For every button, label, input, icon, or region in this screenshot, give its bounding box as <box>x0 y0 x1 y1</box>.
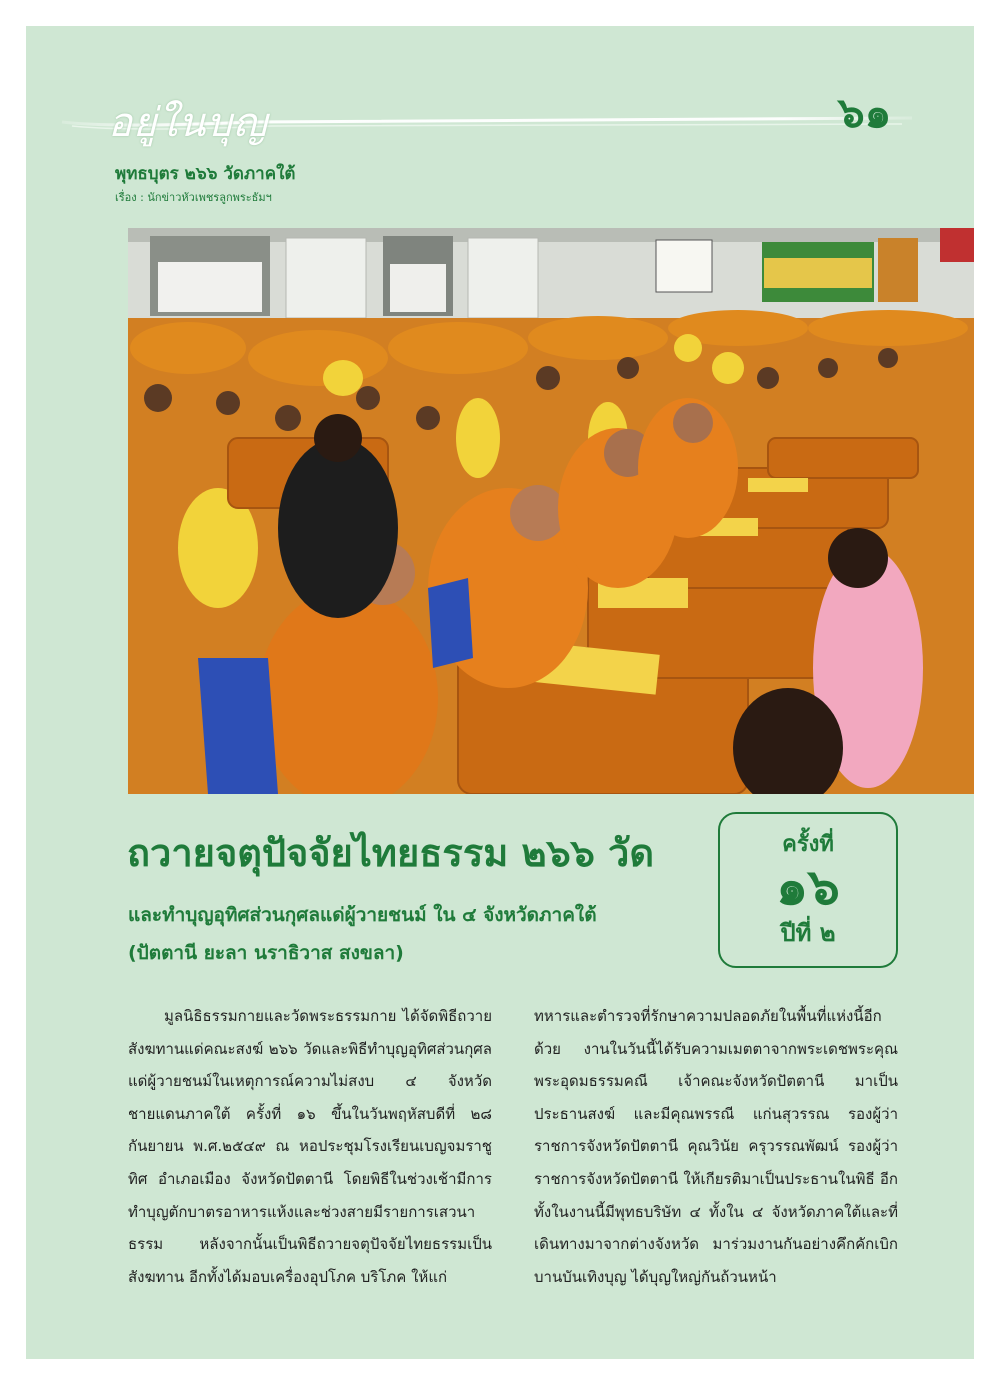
body-column-left <box>128 1000 492 1293</box>
headline-subtitle <box>128 896 728 972</box>
body-paragraph-left: มูลนิธิธรรมกายและวัดพระธรรมกาย ได้จัดพิธีถวายสังฆทานแด่คณะสงฆ์ ๒๖๖ วัดและพิธีทำบุญอุทิศส่วนกุศลแด่ผู้วายชนม์ในเหตุการณ์ความไม่สงบ ๔ จังหวัดชายแดนภาคใต้ ครั้งที่ ๑๖ ขึ้นในวันพฤหัสบดีที่ ๒๘ กันยายน พ.ศ.๒๕๔๙ ณ หอประชุมโรงเรียนเบญจมราชูทิศ อำเภอเมือง จังหวัดปัตตานี โดยพิธีในช่วงเช้ามีการทำบุญตักบาตรอาหารแห้งและช่วงสายมีรายการเสวนาธรรม หลังจากนั้นเป็นพิธีถวายจตุปัจจัยไทยธรรมเป็นสังฆทาน อีกทั้งได้มอบเครื่องอุปโภค บริโภค ให้แก่ <box>128 1007 492 1286</box>
brand-logo: อยู่ในบุญ <box>108 100 268 146</box>
subtitle-line-2: (ปัตตานี ยะลา นราธิวาส สงขลา) <box>128 942 404 964</box>
ceremony-photo-illustration <box>128 228 974 794</box>
body-paragraph-right: ทหารและตำรวจที่รักษาความปลอดภัยในพื้นที่แห่งนี้อีกด้วย งานในวันนี้ได้รับความเมตตาจากพระเดชพระคุณพระอุดมธรรมคณี เจ้าคณะจังหวัดปัตตานี มาเป็นประธานสงฆ์ และมีคุณพรรณี แก่นสุวรรณ รองผู้ว่าราชการจังหวัดปัตตานี คุณวินัย ครุวรรณพัฒน์ รองผู้ว่าราชการจังหวัดปัตตานี ให้เกียรติมาเป็นประธานในพิธี อีกทั้งในงานนี้มีพุทธบริษัท ๔ ทั้งใน ๔ จังหวัดภาคใต้และที่เดินทางมาจากต่างจังหวัด มาร่วมงานกันอย่างคึกคักเบิกบานบันเทิงบุญ ได้บุญใหญ่กันถ้วนหน้า <box>534 1007 898 1286</box>
badge-number: ๑๖ <box>776 858 840 916</box>
ceremony-photo <box>128 228 974 794</box>
body-column-right <box>534 1000 898 1293</box>
badge-label-bottom: ปีที่ ๒ <box>780 919 836 947</box>
headline-title: ถวายจตุปัจจัยไทยธรรม ๒๖๖ วัด <box>127 830 655 875</box>
section-title: พุทธบุตร ๒๖๖ วัดภาคใต้ <box>115 164 296 184</box>
page-number: ๖๑ <box>838 88 892 137</box>
subtitle-line-1: และทำบุญอุทิศส่วนกุศลแด่ผู้วายชนม์ ใน ๔ จังหวัดภาคใต้ <box>128 904 597 926</box>
badge-label-top: ครั้งที่ <box>782 832 834 857</box>
issue-badge <box>718 812 898 968</box>
byline: เรื่อง : นักข่าวหัวเพชรลูกพระธัมฯ <box>115 191 272 204</box>
